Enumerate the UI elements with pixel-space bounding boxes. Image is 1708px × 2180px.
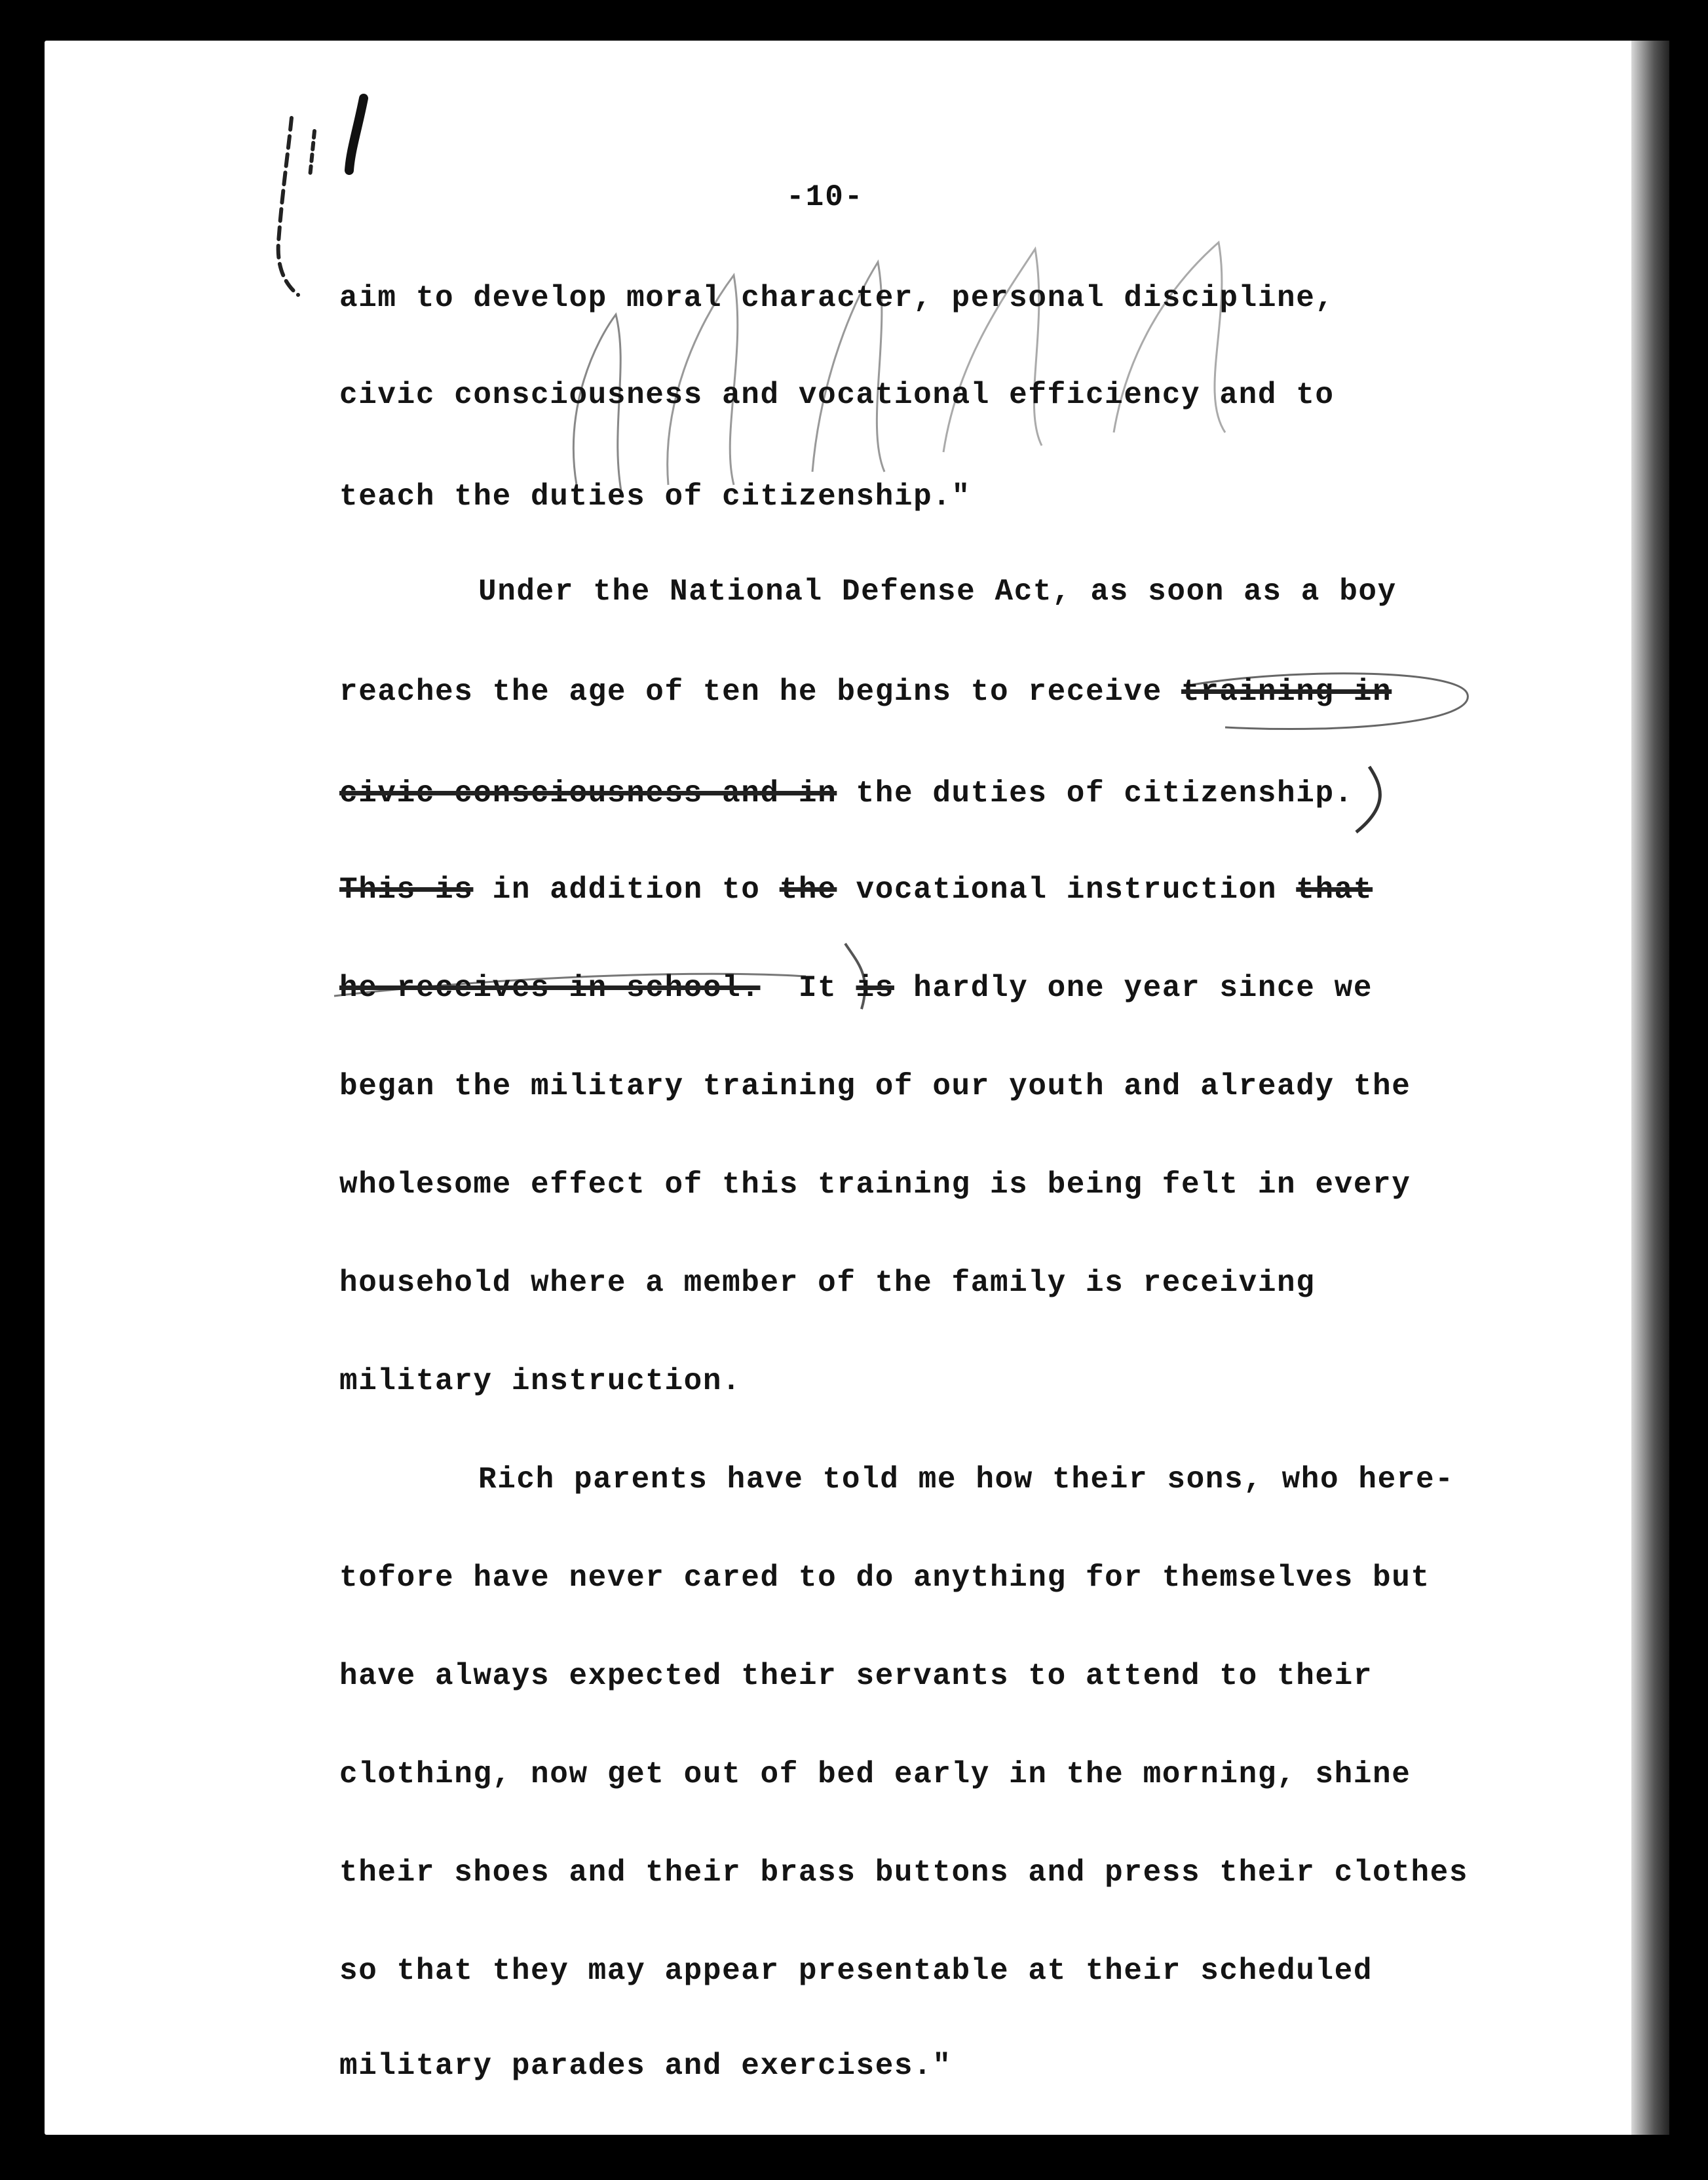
- line-text: Under the National Defense Act, as soon as a boy: [478, 575, 1397, 609]
- text-line: [339, 1366, 741, 1396]
- struck-text: that: [1296, 873, 1373, 907]
- handwritten-pencil-scribble: [537, 236, 1389, 511]
- struck-text: the: [779, 873, 837, 907]
- text-line: [339, 1661, 1373, 1691]
- struck-text: This is: [339, 873, 474, 907]
- line-text: wholesome effect of this training is being felt in every: [339, 1168, 1411, 1202]
- struck-text: is: [856, 971, 894, 1005]
- text-line: [339, 875, 1373, 905]
- line-text: the duties of citizenship.: [837, 776, 1354, 811]
- line-text: It: [760, 971, 856, 1005]
- text-line: [339, 778, 1354, 809]
- text-line: [339, 1268, 1315, 1298]
- line-text: began the military training of our youth and already the: [339, 1069, 1411, 1103]
- line-text: have always expected their servants to attend to their: [339, 1659, 1373, 1693]
- line-text: in addition to: [473, 873, 780, 907]
- page-edge-shadow: [1631, 41, 1669, 2135]
- text-line: [339, 1759, 1411, 1789]
- line-text: reaches the age of ten he begins to receive: [339, 675, 1181, 709]
- line-text: civic consciousness and vocational efficiency and to: [339, 378, 1335, 412]
- line-text: vocational instruction: [837, 873, 1297, 907]
- line-text: tofore have never cared to do anything for themselves but: [339, 1561, 1430, 1595]
- page-number: -10-: [786, 180, 864, 214]
- line-text: clothing, now get out of bed early in the morning, shine: [339, 1757, 1411, 1791]
- line-text: their shoes and their brass buttons and press their clothes: [339, 1856, 1469, 1890]
- text-line: [339, 1170, 1411, 1200]
- text-line: [339, 1858, 1468, 1888]
- struck-text: he receives in school.: [339, 971, 761, 1005]
- line-text: military parades and exercises.": [339, 2049, 952, 2083]
- struck-text: training in: [1181, 675, 1392, 709]
- struck-text: civic consciousness and in: [339, 776, 837, 811]
- line-text: military instruction.: [339, 1364, 742, 1398]
- handwritten-margin-mark: [252, 92, 370, 301]
- text-line: [339, 973, 1373, 1003]
- line-text: hardly one year since we: [894, 971, 1373, 1005]
- line-text: household where a member of the family is receiving: [339, 1266, 1316, 1300]
- text-line: [339, 1956, 1373, 1986]
- text-line: [339, 283, 1335, 313]
- line-text: so that they may appear presentable at their scheduled: [339, 1954, 1373, 1988]
- text-line: [478, 577, 1397, 607]
- text-line: [339, 1563, 1430, 1593]
- text-line: [339, 2051, 952, 2081]
- text-line: [339, 482, 971, 512]
- text-line: [339, 380, 1335, 410]
- text-line: [339, 677, 1392, 707]
- line-text: aim to develop moral character, personal discipline,: [339, 281, 1335, 315]
- text-line: [339, 1071, 1411, 1101]
- line-text: Rich parents have told me how their sons, who here-: [478, 1463, 1454, 1497]
- text-line: [478, 1464, 1454, 1495]
- line-text: teach the duties of citizenship.": [339, 480, 971, 514]
